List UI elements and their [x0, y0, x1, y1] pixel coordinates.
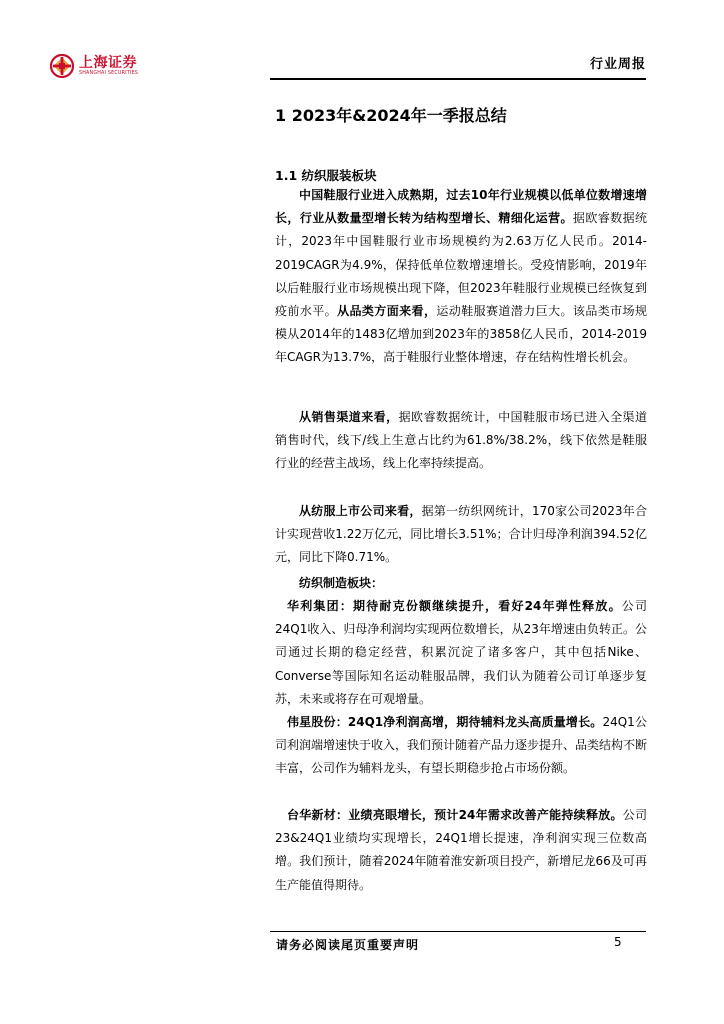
paragraph-lead: 台华新材：业绩亮眼增长，预计24年需求改善产能持续释放。	[287, 808, 623, 822]
page-header	[0, 0, 724, 86]
paragraph-body: 据欧睿数据统计，2023年中国鞋服行业市场规模约为2.63万亿人民币。2014-2019CAGR为4.9%，保持低单位数增速增长。受疫情影响，2019年以后鞋服行业市场规模出现下降，但2023年鞋服行业规模已经恢复到疫前水平。	[275, 211, 647, 319]
paragraph-body: 据第一纺织网统计，170家公司2023年合计实现营收1.22万亿元，同比增长3.51%；合计归母净利润394.52亿元，同比下降0.71%。	[275, 504, 647, 565]
paragraph-sales-channel	[275, 406, 647, 476]
paragraph-lead: 从纺服上市公司来看，	[299, 504, 422, 518]
main-content	[275, 96, 648, 892]
report-type-label: 行业周报	[589, 57, 646, 72]
paragraph-body: 公司23&24Q1业绩均实现增长，24Q1增长提速，净利润实现三位数高增。我们预计，随着2024年随着淮安新项目投产，新增尼龙66及可再生产能值得期待。	[275, 808, 647, 892]
paragraph-body: 公司24Q1收入、归母净利润均实现两位数增长，从23年增速由负转正。公司通过长期的稳定经营，积累沉淀了诸多客户，其中包括Nike、Converse等国际知名运动鞋服品牌，我们认为随着公司订单逐步复苏，未来或将存在可观增量。	[275, 599, 647, 706]
footer-divider	[270, 931, 646, 932]
shanghai-securities-logo-icon	[50, 54, 74, 78]
logo-text	[79, 56, 138, 77]
paragraph-taihua	[275, 804, 647, 897]
logo-english-name: SHANGHAI SECURITIES	[79, 70, 138, 76]
disclaimer-note: 请务必阅读尾页重要声明	[276, 938, 420, 952]
subsection-title: 1.1 纺织服装板块	[275, 168, 377, 183]
paragraph-body: 24Q1公司利润端增速快于收入，我们预计随着产品力逐步提升、品类结构不断丰富，公司作为辅料龙头，有望长期稳步抢占市场份额。	[275, 715, 648, 776]
paragraph-lead-category: 从品类方面来看，	[337, 304, 437, 319]
paragraph-body: 据欧睿数据统计，中国鞋服市场已进入全渠道销售时代，线下/线上生意占比约为61.8%/38.2%，线下依然是鞋服行业的经营主战场，线上化率持续提高。	[275, 410, 647, 471]
paragraph-huali-group	[275, 595, 647, 711]
company-logo	[50, 54, 138, 78]
paragraph-lead: 华利集团：期待耐克份额继续提升，看好24年弹性释放。	[287, 599, 622, 613]
paragraph-lead: 伟星股份：24Q1净利润高增，期待辅料龙头高质量增长。	[287, 715, 603, 729]
paragraph-lead: 从销售渠道来看，	[299, 410, 399, 424]
paragraph-body-category: 运动鞋服赛道潜力巨大。该品类市场规模从2014年的1483亿增加到2023年的3858亿人民币，2014-2019年CAGR为13.7%，高于鞋服行业整体增速，存在结构性增长机会。	[275, 304, 647, 365]
logo-chinese-name: 上海证券	[79, 54, 137, 71]
section-title: 1 2023年&2024年一季报总结	[275, 106, 507, 125]
paragraph-manufacturing-heading	[275, 572, 647, 595]
header-divider	[270, 78, 646, 80]
paragraph-weixing	[275, 711, 647, 781]
paragraph-listed-companies	[275, 500, 647, 570]
paragraph-lead: 纺织制造板块：	[299, 576, 384, 590]
page-number: 5	[614, 935, 622, 949]
paragraph-lead: 中国鞋服行业进入成熟期，过去10年行业规模以低单位数增速增长，行业从数量型增长转为结构型增长、精细化运营。	[275, 188, 647, 226]
paragraph-industry-overview	[275, 184, 647, 370]
